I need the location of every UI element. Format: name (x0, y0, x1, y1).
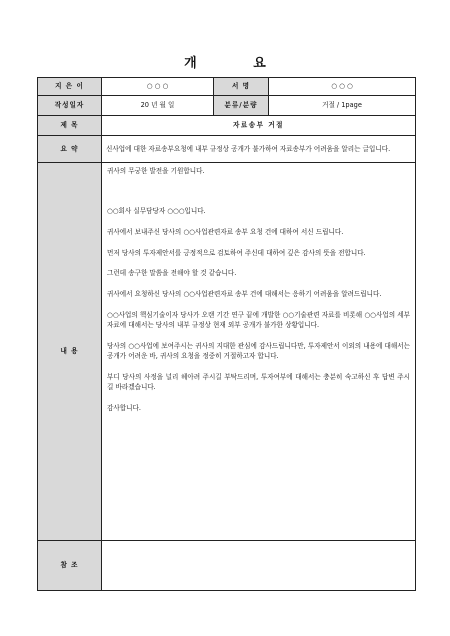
content-label: 내 용 (38, 163, 102, 541)
content-paragraph: ○○회사 실무담당자 ○○○입니다. (107, 207, 206, 216)
date-value[interactable]: 20 년 월 일 (102, 96, 214, 116)
reference-label: 참 조 (38, 541, 102, 591)
content-paragraph: 먼저 당사의 투자제안서를 긍정적으로 검토하여 주신데 대하여 깊은 감사의 뜻을 전합니다. (107, 248, 366, 257)
content-paragraph: 귀사의 무궁한 발전을 기원합니다. (107, 167, 205, 175)
content-paragraph: 귀사에서 보내주신 당사의 ○○사업관련자료 송부 요청 건에 대하여 서신 드립니다. (107, 227, 344, 236)
author-label: 지 은 이 (38, 78, 102, 96)
content-paragraph (107, 187, 410, 196)
category-value[interactable]: 거절 / 1page (269, 96, 416, 116)
content-paragraph: 그런데 송구한 말씀을 전해야 할 것 같습니다. (107, 269, 237, 278)
content-body[interactable] (102, 163, 416, 541)
content-paragraph: 귀사에서 요청하신 당사의 ○○사업관련자료 송부 건에 대해서는 응하기 어려움을 알려드립니다. (107, 290, 382, 299)
summary-value[interactable]: 신사업에 대한 자료송부요청에 내부 규정상 공개가 불가하여 자료송부가 어려움을 알리는 글입니다. (102, 136, 416, 163)
subject-value[interactable]: 자료송부 거절 (102, 116, 416, 136)
category-label: 분류/분량 (214, 96, 269, 116)
date-label: 작성일자 (38, 96, 102, 116)
reviewer-label: 서 명 (214, 78, 269, 96)
summary-form (37, 77, 416, 591)
summary-label: 요 약 (38, 136, 102, 163)
reviewer-value[interactable]: ○ ○ ○ (269, 78, 416, 96)
subject-label: 제 목 (38, 116, 102, 136)
content-paragraph: ○○사업의 핵심기술이자 당사가 오랜 기간 연구 끝에 개발한 ○○기술관련 자료를 비롯해 ○○사업의 세부자료에 대해서는 당사의 내부 규정상 현재 외부 공개가 불가한 상황입니다. (107, 310, 410, 330)
page-title: 개 요 (184, 56, 292, 71)
content-paragraph: 당사의 ○○사업에 보여주시는 귀사의 지대한 관심에 감사드립니다만, 투자제안서 이외의 내용에 대해서는 공개가 어려운 바, 귀사의 요청을 정중히 거절하고자 합니다. (107, 341, 410, 360)
content-paragraph: 부디 당사의 사정을 널리 헤아려 주시길 부탁드리며, 투자여부에 대해서는 충분히 숙고하신 후 답변 주시길 바라겠습니다. (107, 372, 410, 391)
author-value[interactable]: ○ ○ ○ (102, 78, 214, 96)
reference-value[interactable] (102, 541, 416, 591)
content-paragraph: 감사합니다. (107, 403, 141, 412)
